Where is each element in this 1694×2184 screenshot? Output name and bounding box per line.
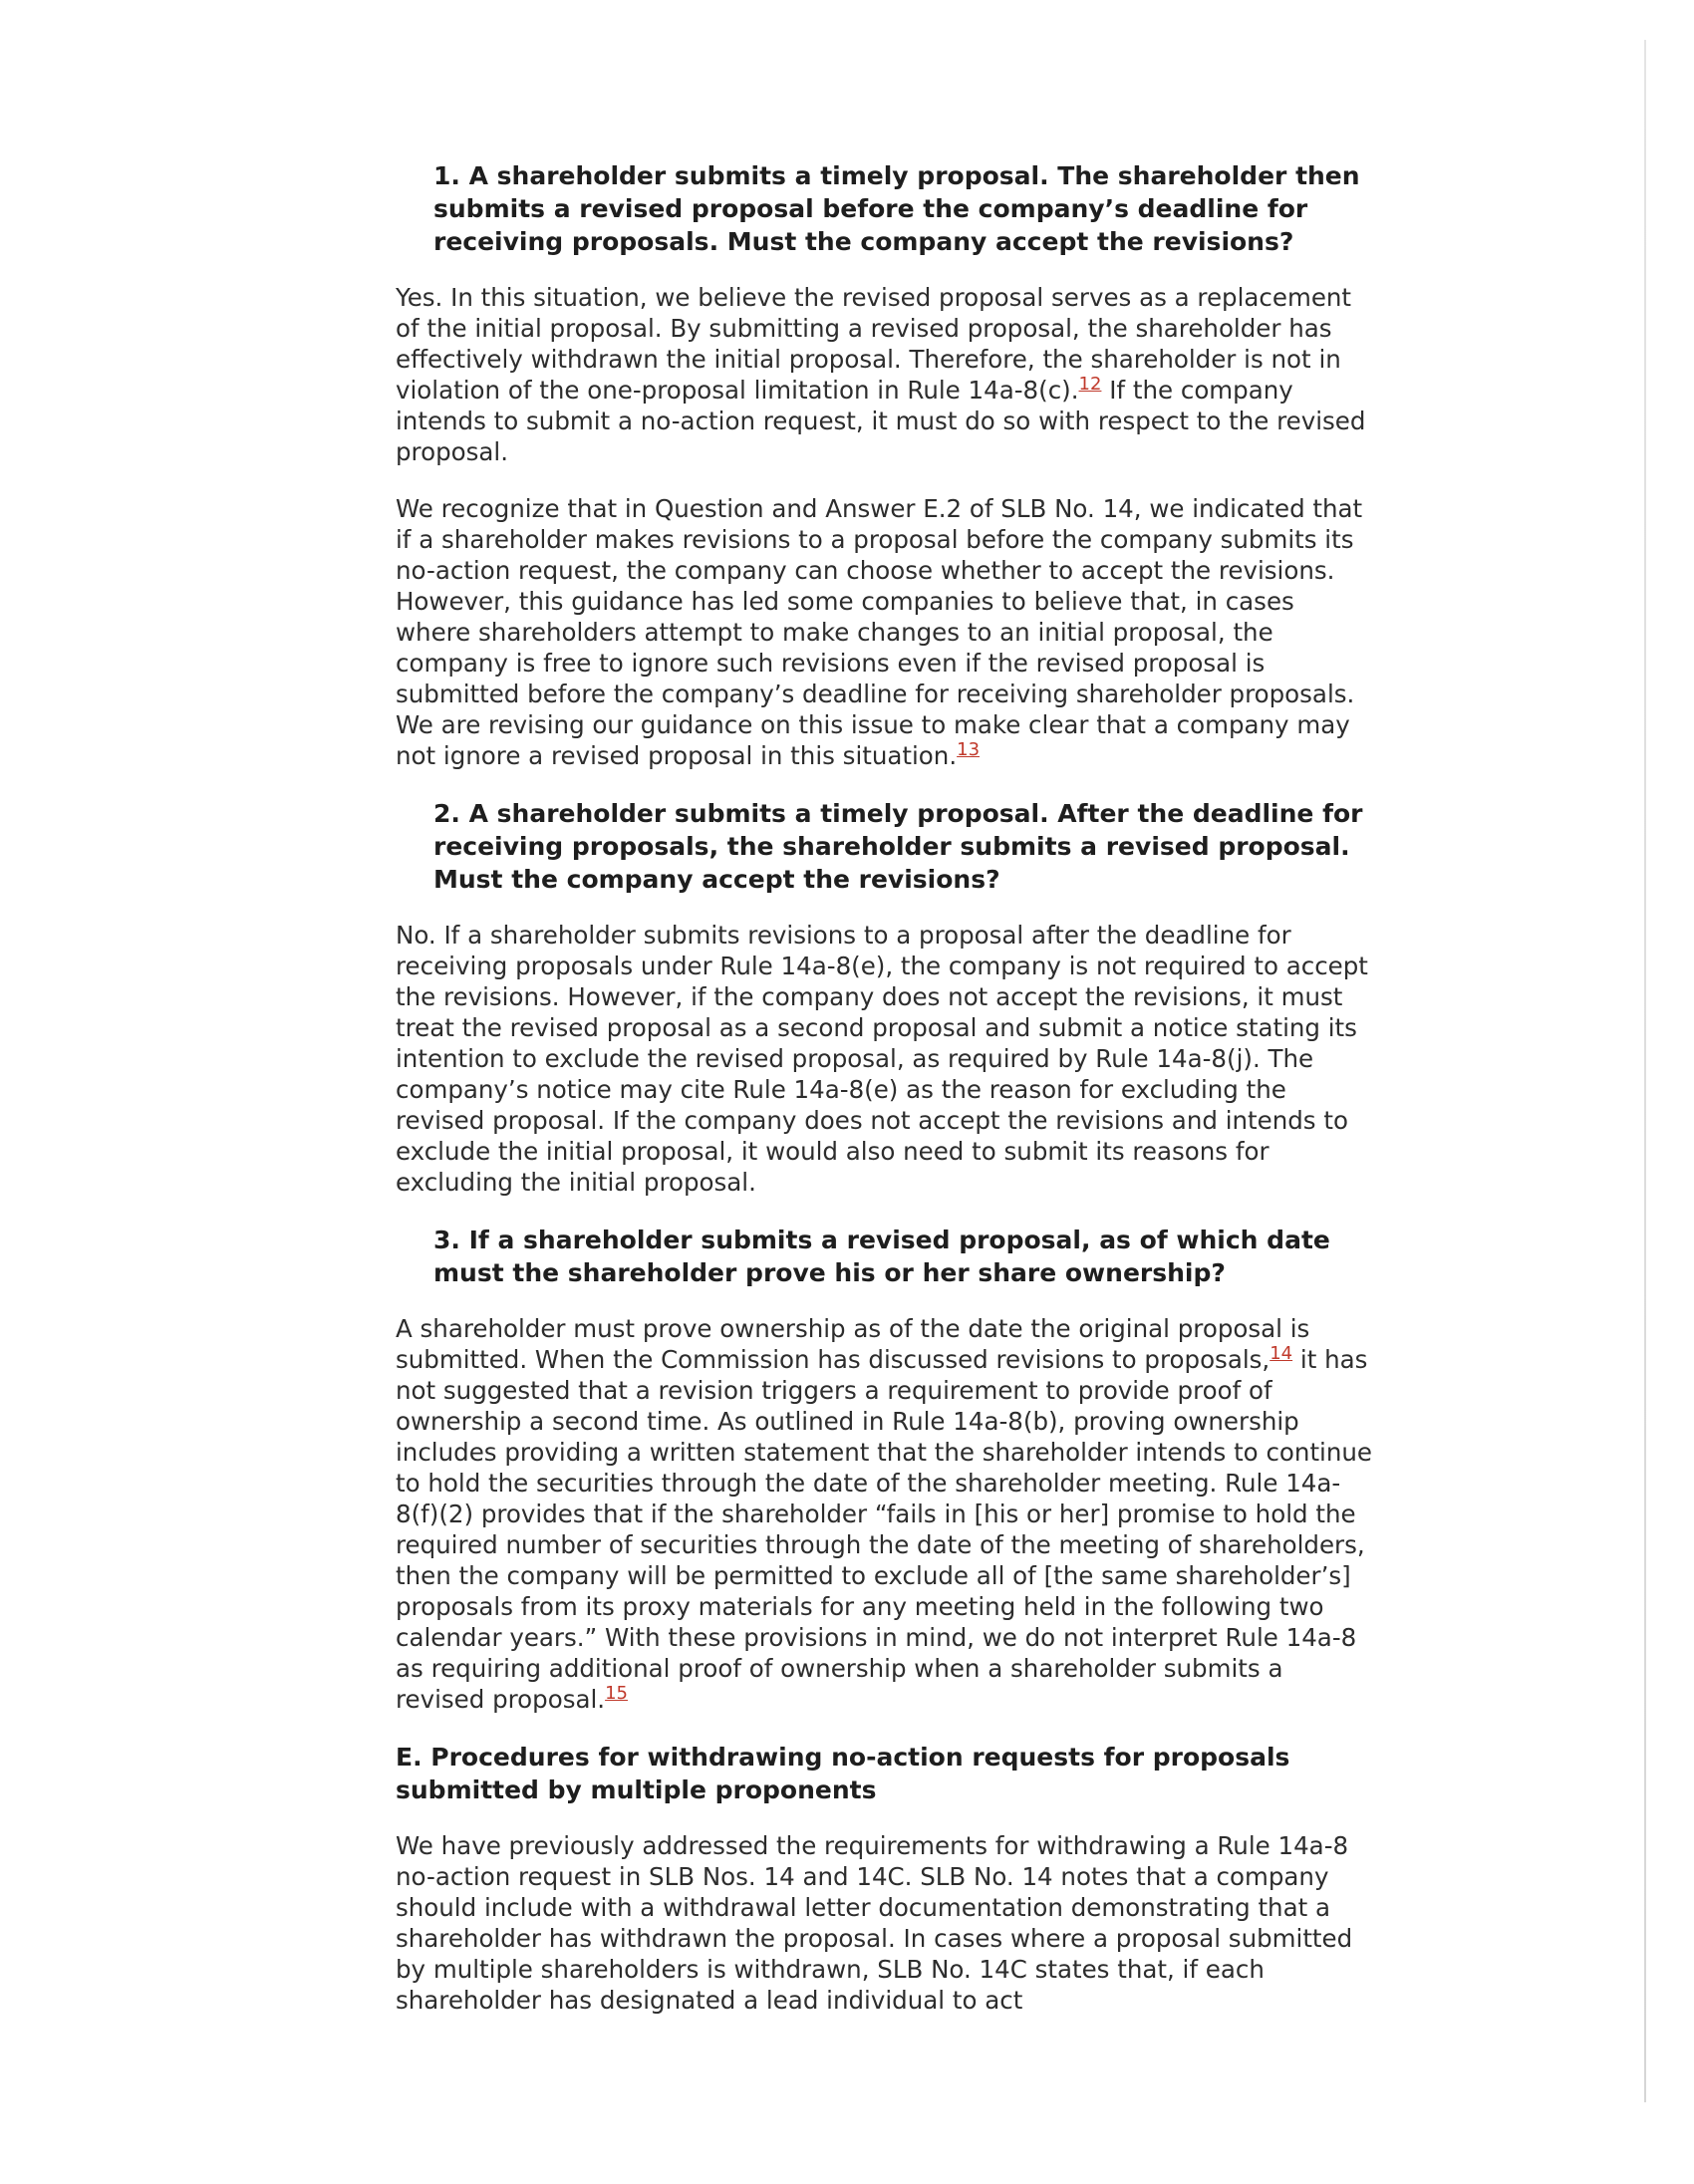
question-1-heading: 1. A shareholder submits a timely proposal. The shareholder then submits a revised proposal before the company’s deadline for receiving proposals. Must the company accept the revisions? bbox=[433, 161, 1360, 256]
answer-1-paragraph-2 bbox=[396, 493, 1372, 771]
section-e-heading: E. Procedures for withdrawing no-action requests for proposals submitted by multiple proponents bbox=[396, 1743, 1290, 1804]
footnote-link-13[interactable]: 13 bbox=[957, 738, 981, 760]
question-2 bbox=[433, 797, 1380, 896]
footnote-link-12[interactable]: 12 bbox=[1078, 373, 1102, 395]
question-3-heading: 3. If a shareholder submits a revised proposal, as of which date must the shareholder prove his or her share ownership? bbox=[433, 1226, 1330, 1287]
question-1 bbox=[433, 159, 1380, 258]
question-3 bbox=[433, 1224, 1380, 1289]
question-2-heading: 2. A shareholder submits a timely proposal. After the deadline for receiving proposals, the shareholder submits a revised proposal. Must the company accept the revisions? bbox=[433, 799, 1363, 894]
answer-1-text-b: If the company intends to submit a no-action request, it must do so with respect to the revised proposal. bbox=[396, 376, 1366, 466]
answer-3-text-a: A shareholder must prove ownership as of the date the original proposal is submitted. When the Commission has discussed revisions to proposals, bbox=[396, 1314, 1310, 1374]
answer-3-text-b: it has not suggested that a revision triggers a requirement to provide proof of ownership a second time. As outlined in Rule 14a-8(b), proving ownership includes providing a written statement that the shareholder intends to continue to hold the securities through the date of the shareholder meeting. Rule 14a-8(f)(2) provides that if the shareholder “fails in [his or her] promise to hold the required number of securities through the date of the meeting of shareholders, then the company will be permitted to exclude all of [the same shareholder’s] proposals from its proxy materials for any meeting held in the following two calendar years.” With these provisions in mind, we do not interpret Rule 14a-8 as requiring additional proof of ownership when a shareholder submits a revised proposal. bbox=[396, 1345, 1372, 1714]
answer-1-text-a: Yes. In this situation, we believe the revised proposal serves as a replacement of the initial proposal. By submitting a revised proposal, the shareholder has effectively withdrawn the initial proposal. Therefore, the shareholder is not in violation of the one-proposal limitation in Rule 14a-8(c). bbox=[396, 283, 1352, 405]
answer-3-paragraph bbox=[396, 1313, 1372, 1715]
footnote-link-15[interactable]: 15 bbox=[605, 1682, 628, 1704]
document-body bbox=[396, 159, 1372, 2042]
answer-2-paragraph: No. If a shareholder submits revisions to a proposal after the deadline for receiving proposals under Rule 14a-8(e), the company is not required to accept the revisions. However, if the company does not accept the revisions, it must treat the revised proposal as a second proposal and submit a notice stating its intention to exclude the revised proposal, as required by Rule 14a-8(j). The company’s notice may cite Rule 14a-8(e) as the reason for excluding the revised proposal. If the company does not accept the revisions and intends to exclude the initial proposal, it would also need to submit its reasons for excluding the initial proposal. bbox=[396, 921, 1368, 1197]
answer-1-paragraph-1 bbox=[396, 282, 1372, 467]
page-edge bbox=[1644, 40, 1646, 2102]
section-e-paragraph: We have previously addressed the requirements for withdrawing a Rule 14a-8 no-action request in SLB Nos. 14 and 14C. SLB No. 14 notes that a company should include with a withdrawal letter documentation demonstrating that a shareholder has withdrawn the proposal. In cases where a proposal submitted by multiple shareholders is withdrawn, SLB No. 14C states that, if each shareholder has designated a lead individual to act bbox=[396, 1831, 1353, 2015]
answer-1-text-c: We recognize that in Question and Answer E.2 of SLB No. 14, we indicated that if a shareholder makes revisions to a proposal before the company submits its no-action request, the company can choose whether to accept the revisions. However, this guidance has led some companies to believe that, in cases where shareholders attempt to make changes to an initial proposal, the company is free to ignore such revisions even if the revised proposal is submitted before the company’s deadline for receiving shareholder proposals. We are revising our guidance on this issue to make clear that a company may not ignore a revised proposal in this situation. bbox=[396, 494, 1363, 770]
footnote-link-14[interactable]: 14 bbox=[1270, 1342, 1293, 1364]
